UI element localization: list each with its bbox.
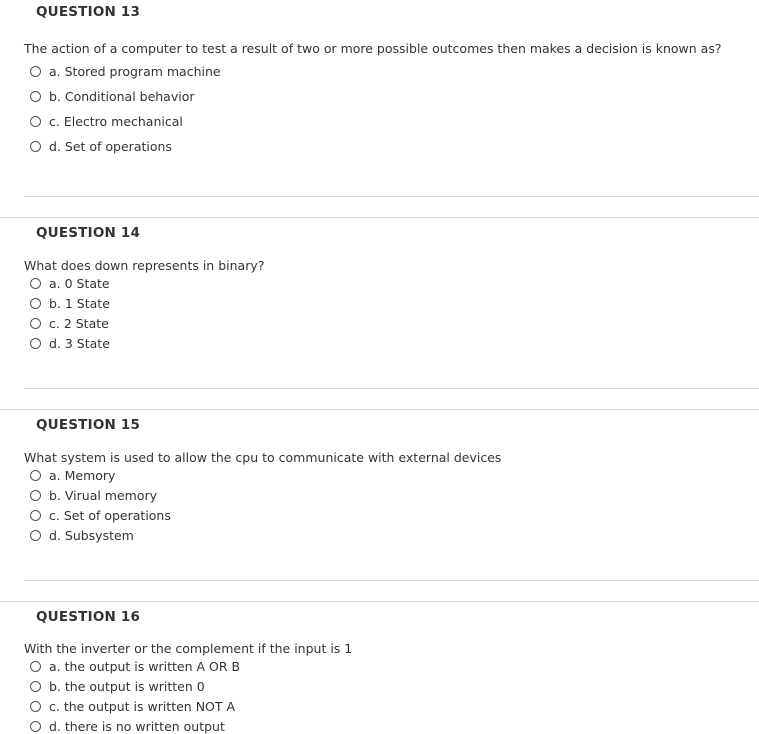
section-divider (0, 601, 759, 602)
question-15-option-a[interactable] (30, 467, 115, 483)
radio-button[interactable] (30, 66, 41, 77)
question-15-option-b[interactable] (30, 487, 157, 503)
radio-button[interactable] (30, 530, 41, 541)
question-16-text: With the inverter or the complement if the input is 1 (24, 641, 353, 656)
option-label: c. Electro mechanical (49, 113, 183, 129)
option-label: b. Conditional behavior (49, 88, 195, 104)
radio-button[interactable] (30, 681, 41, 692)
option-label: a. 0 State (49, 275, 110, 291)
radio-button[interactable] (30, 91, 41, 102)
radio-button[interactable] (30, 318, 41, 329)
option-label: c. Set of operations (49, 507, 171, 523)
radio-button[interactable] (30, 116, 41, 127)
question-14-text: What does down represents in binary? (24, 258, 265, 273)
option-label: a. the output is written A OR B (49, 658, 241, 674)
radio-button[interactable] (30, 298, 41, 309)
question-16-option-c[interactable] (30, 698, 235, 714)
option-label: d. Subsystem (49, 527, 134, 543)
option-label: a. Memory (49, 467, 116, 483)
option-label: b. the output is written 0 (49, 678, 205, 694)
option-label: c. 2 State (49, 315, 109, 331)
option-label: a. Stored program machine (49, 63, 221, 79)
option-label: c. the output is written NOT A (49, 698, 236, 714)
question-13-option-b[interactable] (30, 88, 195, 104)
option-label: d. 3 State (49, 335, 110, 351)
option-label: d. there is no written output (49, 718, 225, 734)
question-15-option-c[interactable] (30, 507, 171, 523)
question-13-option-c[interactable] (30, 113, 183, 129)
question-13-option-d[interactable] (30, 138, 172, 154)
radio-button[interactable] (30, 141, 41, 152)
option-label: b. Virual memory (49, 487, 158, 503)
option-label: b. 1 State (49, 295, 110, 311)
radio-button[interactable] (30, 470, 41, 481)
divider (24, 388, 759, 389)
radio-button[interactable] (30, 510, 41, 521)
question-14-title: QUESTION 14 (36, 225, 141, 241)
section-divider (0, 409, 759, 410)
section-divider (0, 217, 759, 218)
radio-button[interactable] (30, 490, 41, 501)
question-16-title: QUESTION 16 (36, 609, 141, 625)
question-16-option-a[interactable] (30, 658, 240, 674)
question-16-option-b[interactable] (30, 678, 205, 694)
question-13-option-a[interactable] (30, 63, 221, 79)
question-13-title: QUESTION 13 (36, 4, 141, 20)
question-15-option-d[interactable] (30, 527, 134, 543)
question-16-option-d[interactable] (30, 718, 225, 734)
radio-button[interactable] (30, 278, 41, 289)
question-15-title: QUESTION 15 (36, 417, 141, 433)
divider (24, 580, 759, 581)
option-label: d. Set of operations (49, 138, 172, 154)
question-14-option-c[interactable] (30, 315, 109, 331)
divider (24, 196, 759, 197)
radio-button[interactable] (30, 701, 41, 712)
radio-button[interactable] (30, 338, 41, 349)
question-14-option-d[interactable] (30, 335, 110, 351)
radio-button[interactable] (30, 661, 41, 672)
question-14-option-b[interactable] (30, 295, 110, 311)
question-14-option-a[interactable] (30, 275, 110, 291)
question-15-text: What system is used to allow the cpu to communicate with external devices (24, 450, 502, 465)
question-13-text: The action of a computer to test a result of two or more possible outcomes then makes a decision is known as? (24, 41, 722, 56)
